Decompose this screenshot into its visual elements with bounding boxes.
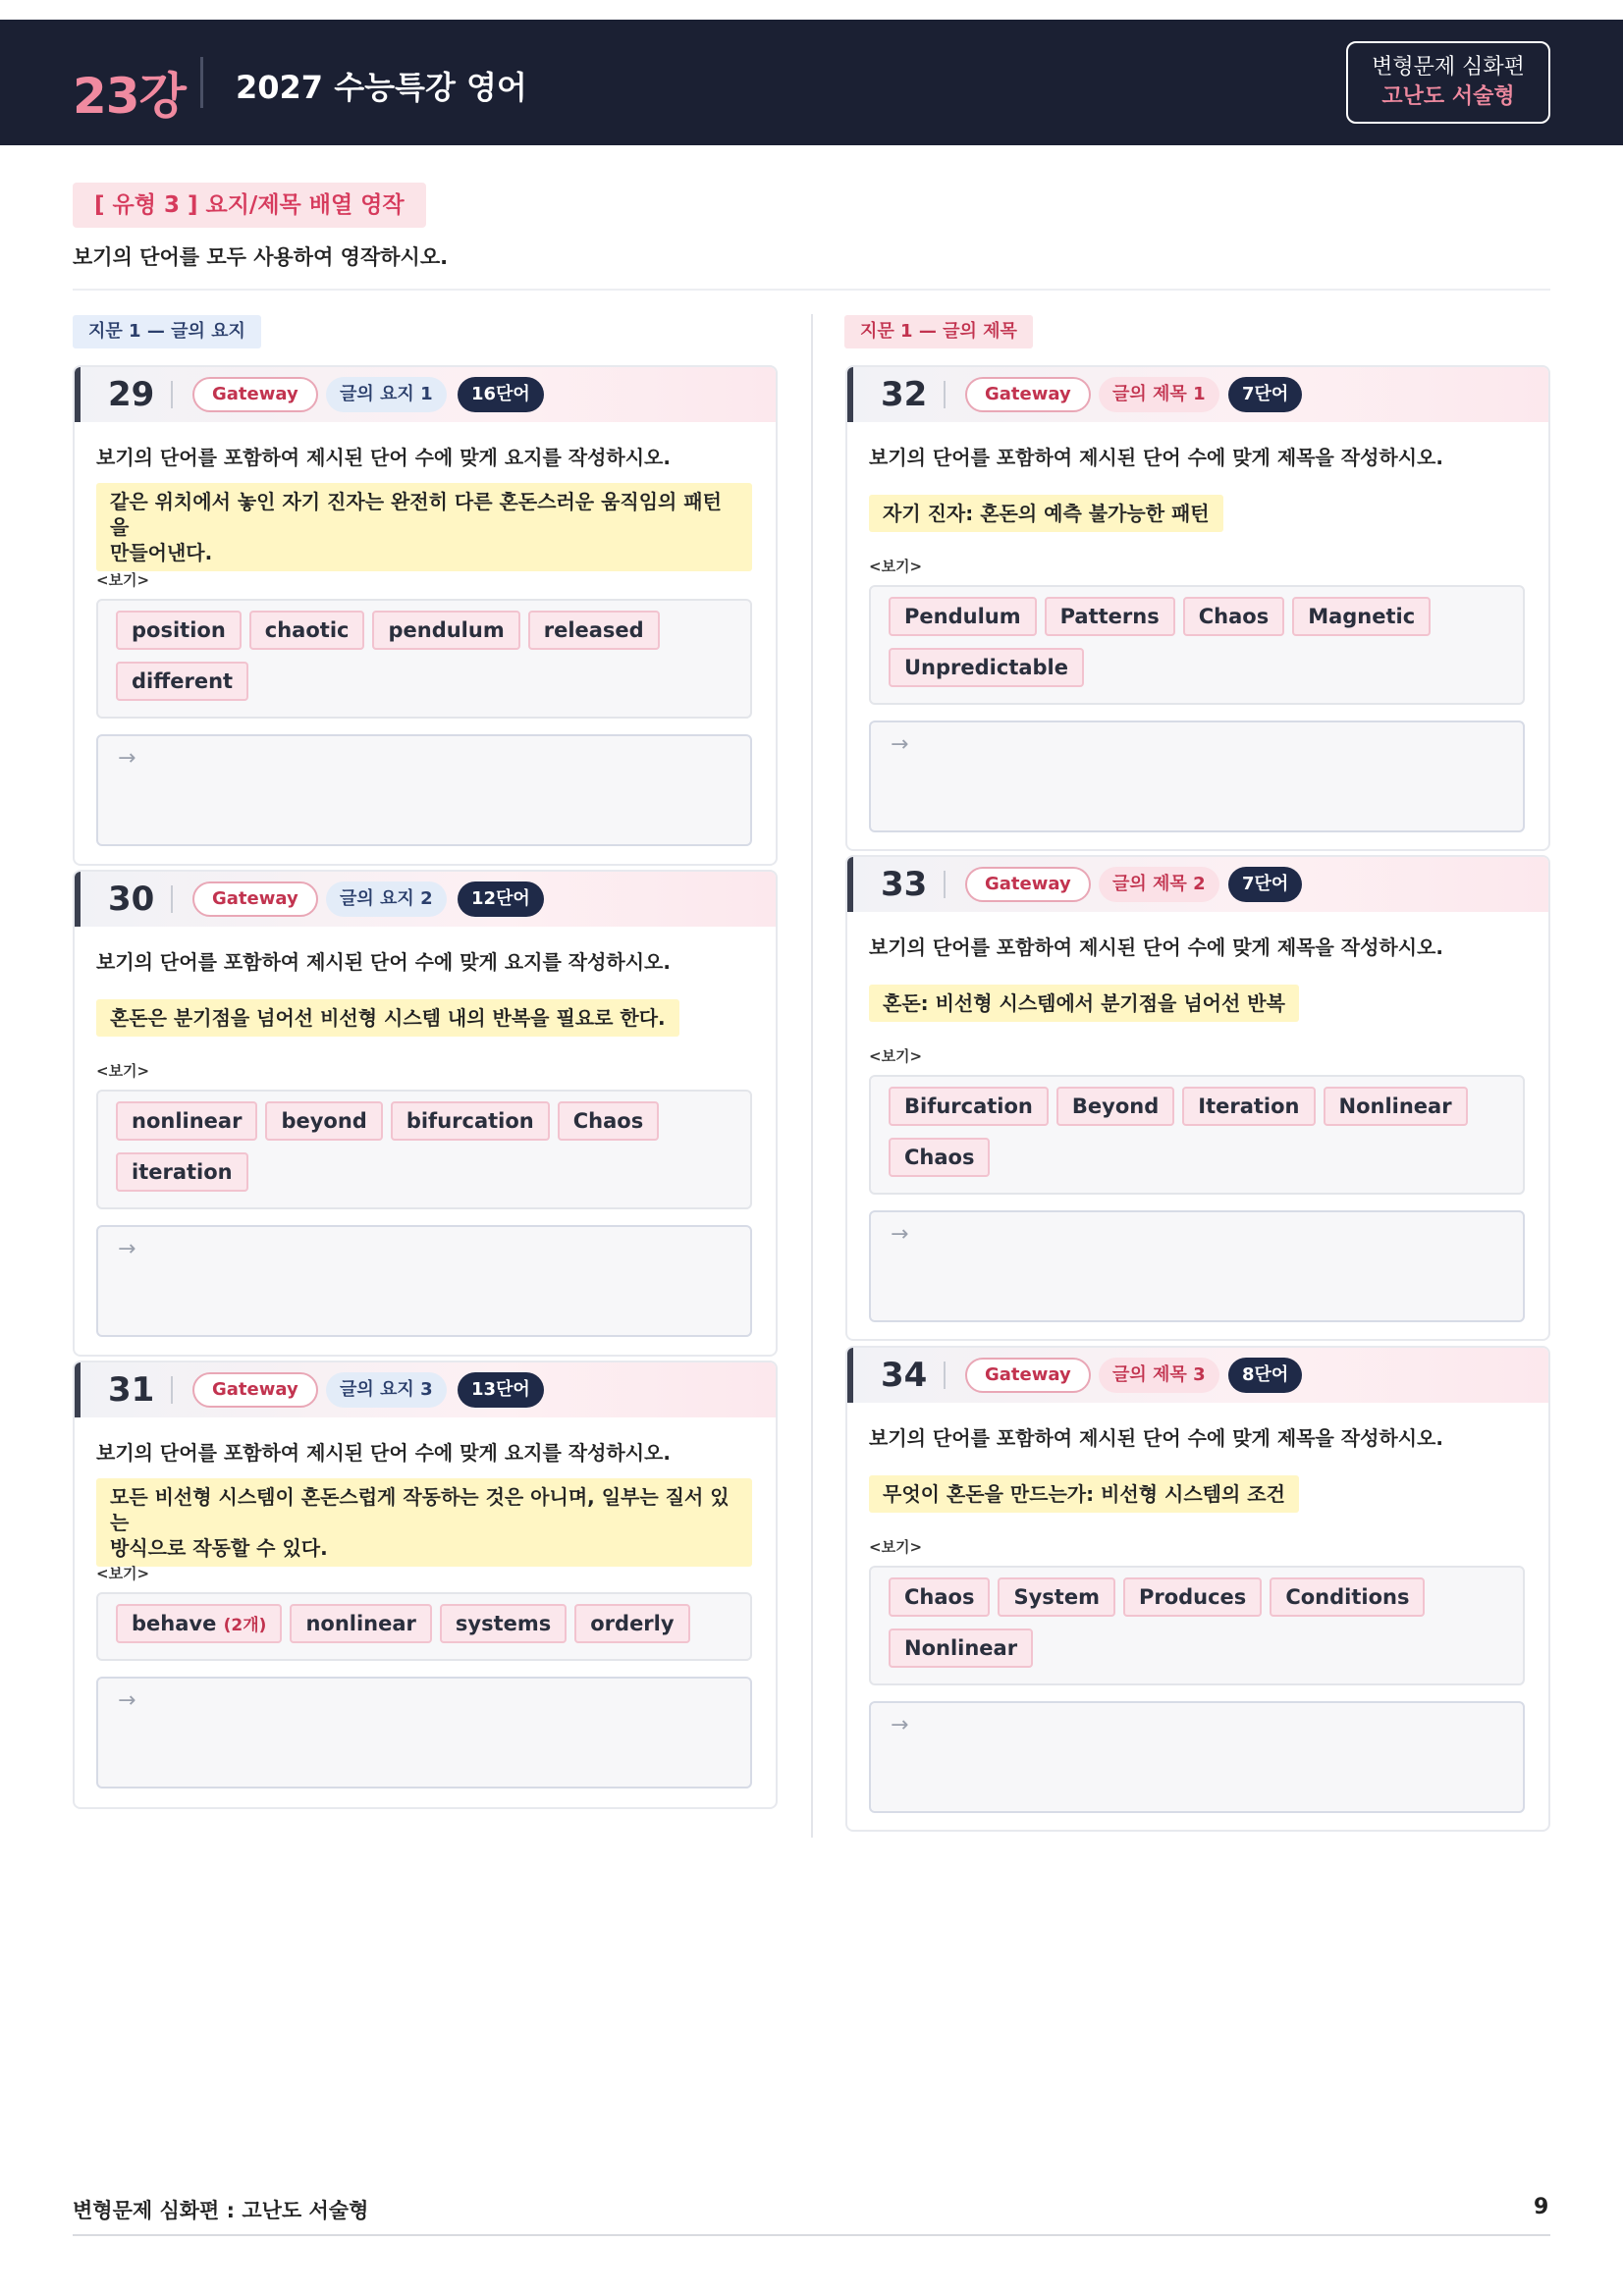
word-chip: Bifurcation bbox=[889, 1087, 1049, 1126]
edition-badge bbox=[1346, 41, 1550, 124]
header-separator bbox=[944, 381, 946, 408]
question-instruction: 보기의 단어를 포함하여 제시된 단어 수에 맞게 제목을 작성하시오. bbox=[869, 935, 1443, 959]
word-chip: Chaos bbox=[889, 1577, 990, 1617]
word-chip: Conditions bbox=[1270, 1577, 1425, 1617]
word-chip: position bbox=[116, 611, 242, 650]
section-divider bbox=[73, 289, 1550, 291]
gateway-pill: Gateway bbox=[965, 867, 1091, 902]
word-chip: bifurcation bbox=[391, 1101, 550, 1141]
word-bank bbox=[96, 1592, 752, 1661]
bogi-label: <보기> bbox=[96, 571, 150, 589]
question-number: 34 bbox=[881, 1356, 928, 1395]
word-chip: Nonlinear bbox=[889, 1629, 1033, 1668]
lesson-number: 23강 bbox=[73, 68, 186, 125]
word-count-pill: 7단어 bbox=[1228, 867, 1302, 902]
word-bank bbox=[869, 1075, 1525, 1195]
question-instruction: 보기의 단어를 포함하여 제시된 단어 수에 맞게 제목을 작성하시오. bbox=[869, 446, 1443, 469]
word-bank bbox=[96, 599, 752, 719]
question-header bbox=[847, 857, 1548, 912]
question-header bbox=[75, 367, 776, 422]
word-chip: Pendulum bbox=[889, 597, 1037, 636]
word-chip: Chaos bbox=[1183, 597, 1284, 636]
course-title: 2027 수능특강 영어 bbox=[236, 69, 527, 106]
bogi-label: <보기> bbox=[869, 1538, 923, 1556]
word-count-pill: 13단어 bbox=[458, 1372, 544, 1408]
question-card-31 bbox=[73, 1361, 778, 1809]
bogi-label: <보기> bbox=[96, 1062, 150, 1080]
bogi-label: <보기> bbox=[869, 1047, 923, 1065]
header-separator bbox=[944, 871, 946, 898]
question-card-34 bbox=[845, 1346, 1550, 1832]
word-chip: chaotic bbox=[249, 611, 365, 650]
question-card-33 bbox=[845, 855, 1550, 1341]
word-count-pill: 16단어 bbox=[458, 377, 544, 412]
gateway-pill: Gateway bbox=[965, 1358, 1091, 1393]
section-type-tag: [ 유형 3 ] 요지/제목 배열 영작 bbox=[73, 183, 426, 228]
answer-field[interactable] bbox=[869, 1210, 1525, 1322]
question-header bbox=[75, 872, 776, 927]
edition-badge-line1: 변형문제 심화편 bbox=[1372, 55, 1525, 80]
question-card-29 bbox=[73, 365, 778, 866]
left-column-label: 지문 1 — 글의 요지 bbox=[73, 315, 261, 348]
header-bar bbox=[0, 20, 1623, 145]
word-chip: orderly bbox=[574, 1604, 689, 1643]
question-type-pill: 글의 제목 3 bbox=[1099, 1358, 1219, 1393]
word-chip: pendulum bbox=[372, 611, 519, 650]
word-chip: Produces bbox=[1123, 1577, 1262, 1617]
highlight-line: 모든 비선형 시스템이 혼돈스럽게 작동하는 것은 아니며, 일부는 질서 있는 bbox=[110, 1485, 730, 1534]
question-highlight bbox=[96, 483, 752, 571]
question-type-pill: 글의 요지 1 bbox=[326, 377, 447, 412]
word-bank bbox=[96, 1090, 752, 1209]
gateway-pill: Gateway bbox=[192, 881, 318, 917]
question-number: 30 bbox=[108, 880, 155, 919]
question-highlight: 무엇이 혼돈을 만드는가: 비선형 시스템의 조건 bbox=[869, 1475, 1299, 1513]
chip-word: behave bbox=[132, 1612, 217, 1635]
question-instruction: 보기의 단어를 포함하여 제시된 단어 수에 맞게 요지를 작성하시오. bbox=[96, 1441, 671, 1465]
highlight-line: 같은 위치에서 놓인 자기 진자는 완전히 다른 혼돈스러운 움직임의 패턴을 bbox=[110, 490, 722, 539]
arrow-icon: → bbox=[891, 1222, 909, 1247]
arrow-icon: → bbox=[118, 1237, 136, 1261]
word-chip: Iteration bbox=[1182, 1087, 1315, 1126]
question-instruction: 보기의 단어를 포함하여 제시된 단어 수에 맞게 요지를 작성하시오. bbox=[96, 950, 671, 974]
answer-field[interactable] bbox=[96, 1225, 752, 1337]
question-type-pill: 글의 제목 1 bbox=[1099, 377, 1219, 412]
chip-count: (2개) bbox=[223, 1616, 267, 1635]
word-chip: systems bbox=[440, 1604, 567, 1643]
arrow-icon: → bbox=[118, 1688, 136, 1713]
highlight-line: 만들어낸다. bbox=[110, 541, 213, 564]
footer-divider bbox=[73, 2234, 1550, 2236]
question-number: 29 bbox=[108, 375, 155, 414]
question-instruction: 보기의 단어를 포함하여 제시된 단어 수에 맞게 제목을 작성하시오. bbox=[869, 1426, 1443, 1450]
answer-field[interactable] bbox=[869, 721, 1525, 832]
bogi-label: <보기> bbox=[96, 1565, 150, 1582]
right-column-label: 지문 1 — 글의 제목 bbox=[844, 315, 1033, 348]
question-highlight: 혼돈은 분기점을 넘어선 비선형 시스템 내의 반복을 필요로 한다. bbox=[96, 999, 679, 1037]
question-type-pill: 글의 요지 2 bbox=[326, 881, 447, 917]
word-chip: nonlinear bbox=[116, 1101, 257, 1141]
footer-title: 변형문제 심화편 : 고난도 서술형 bbox=[73, 2199, 369, 2222]
question-number: 32 bbox=[881, 375, 928, 414]
question-number: 31 bbox=[108, 1370, 155, 1410]
word-chip: System bbox=[998, 1577, 1114, 1617]
arrow-icon: → bbox=[891, 732, 909, 757]
word-count-pill: 12단어 bbox=[458, 881, 544, 917]
question-number: 33 bbox=[881, 865, 928, 904]
word-chip: Patterns bbox=[1045, 597, 1175, 636]
question-card-30 bbox=[73, 870, 778, 1357]
word-chip: Magnetic bbox=[1292, 597, 1431, 636]
arrow-icon: → bbox=[118, 746, 136, 771]
question-highlight: 자기 진자: 혼돈의 예측 불가능한 패턴 bbox=[869, 495, 1223, 532]
answer-field[interactable] bbox=[869, 1701, 1525, 1813]
word-chip: Beyond bbox=[1056, 1087, 1174, 1126]
header-separator bbox=[171, 381, 173, 408]
question-card-32 bbox=[845, 365, 1550, 851]
question-header bbox=[847, 1348, 1548, 1403]
question-type-pill: 글의 요지 3 bbox=[326, 1372, 447, 1408]
edition-badge-line2: 고난도 서술형 bbox=[1381, 84, 1515, 109]
question-header bbox=[847, 367, 1548, 422]
header-separator bbox=[171, 885, 173, 913]
word-chip: Unpredictable bbox=[889, 648, 1084, 687]
word-chip bbox=[116, 1604, 282, 1643]
question-highlight: 혼돈: 비선형 시스템에서 분기점을 넘어선 반복 bbox=[869, 985, 1299, 1022]
answer-field[interactable] bbox=[96, 734, 752, 846]
word-chip: iteration bbox=[116, 1152, 248, 1192]
word-count-pill: 8단어 bbox=[1228, 1358, 1302, 1393]
word-chip: nonlinear bbox=[290, 1604, 431, 1643]
section-instruction: 보기의 단어를 모두 사용하여 영작하시오. bbox=[73, 245, 449, 269]
word-bank bbox=[869, 1566, 1525, 1685]
word-chip: Nonlinear bbox=[1324, 1087, 1468, 1126]
question-highlight bbox=[96, 1478, 752, 1567]
question-type-pill: 글의 제목 2 bbox=[1099, 867, 1219, 902]
word-count-pill: 7단어 bbox=[1228, 377, 1302, 412]
bogi-label: <보기> bbox=[869, 558, 923, 575]
question-header bbox=[75, 1362, 776, 1417]
answer-field[interactable] bbox=[96, 1677, 752, 1789]
gateway-pill: Gateway bbox=[965, 377, 1091, 412]
highlight-line: 방식으로 작동할 수 있다. bbox=[110, 1536, 328, 1560]
word-chip: released bbox=[528, 611, 660, 650]
word-chip: beyond bbox=[265, 1101, 382, 1141]
word-bank bbox=[869, 585, 1525, 705]
gateway-pill: Gateway bbox=[192, 377, 318, 412]
column-divider bbox=[811, 314, 813, 1838]
header-divider bbox=[200, 57, 203, 108]
header-separator bbox=[171, 1376, 173, 1404]
question-instruction: 보기의 단어를 포함하여 제시된 단어 수에 맞게 요지를 작성하시오. bbox=[96, 446, 671, 469]
arrow-icon: → bbox=[891, 1713, 909, 1737]
gateway-pill: Gateway bbox=[192, 1372, 318, 1408]
page-number: 9 bbox=[1534, 2195, 1549, 2219]
word-chip: Chaos bbox=[558, 1101, 659, 1141]
word-chip: Chaos bbox=[889, 1138, 990, 1177]
header-separator bbox=[944, 1362, 946, 1389]
word-chip: different bbox=[116, 662, 248, 701]
